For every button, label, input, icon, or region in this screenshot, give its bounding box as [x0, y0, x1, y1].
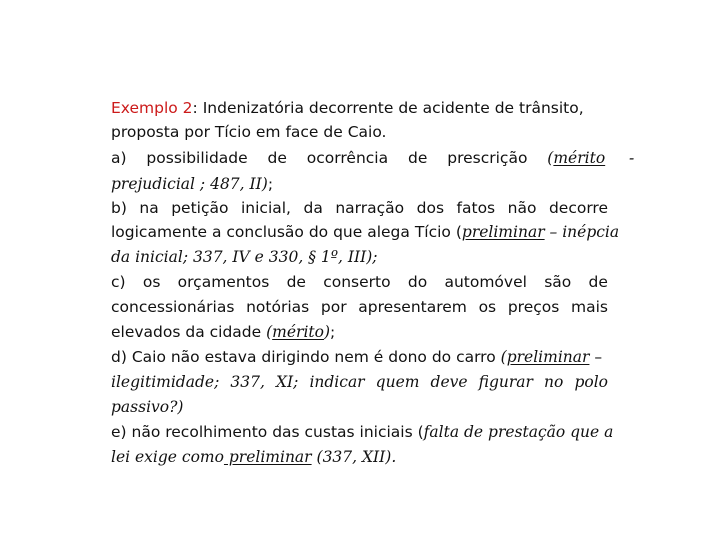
item-d-keyword: preliminar [506, 348, 590, 366]
item-a-word: possibilidade [146, 149, 248, 167]
example-label: Exemplo 2 [111, 99, 193, 117]
item-c-word: os [478, 298, 497, 316]
heading-colon: : [192, 99, 198, 117]
item-b-line-3 [111, 247, 378, 267]
item-c-line-1 [111, 272, 608, 292]
item-a-word: prescrição [447, 149, 528, 167]
item-c-word: c) [111, 273, 126, 291]
item-c-word: conserto [323, 273, 391, 291]
item-c-word: mais [571, 298, 608, 316]
item-c-keyword: mérito [272, 323, 324, 341]
item-b-text: logicamente a conclusão do que alega Tício ( [111, 223, 462, 241]
heading-line-2 [111, 122, 386, 142]
item-a-line-2 [111, 174, 273, 194]
item-d-text: d) Caio não estava dirigindo nem é dono do carro [111, 348, 501, 366]
item-c-word: de [588, 273, 608, 291]
item-c-paren-close: ) [323, 323, 331, 341]
item-e-italic: falta de prestação que a [423, 423, 614, 441]
item-d-continuation: passivo?) [111, 398, 184, 416]
item-d-word: deve [430, 373, 468, 391]
item-c-word: são [544, 273, 572, 291]
item-b-word: da [303, 199, 323, 217]
item-a-keyword: mérito [553, 149, 606, 167]
item-d-word: 337, [230, 373, 265, 391]
item-a-continuation: prejudicial ; 487, II) [111, 175, 268, 193]
item-c-line-3 [111, 322, 335, 342]
item-c-word: preços [507, 298, 560, 316]
item-d-dash: – [589, 348, 603, 366]
item-b-word: narração [335, 199, 405, 217]
item-a-word: ocorrência [306, 149, 389, 167]
item-c-word: de [286, 273, 306, 291]
item-b-line-2 [111, 222, 619, 242]
item-d-word: no [544, 373, 564, 391]
item-c-text: elevados da cidade [111, 323, 267, 341]
item-b-italic: – inépcia [544, 223, 620, 241]
item-c-word: automóvel [444, 273, 527, 291]
item-c-word: por [320, 298, 347, 316]
item-d-line-2 [111, 372, 608, 392]
item-c-word: os [142, 273, 161, 291]
item-a-letter: a) [111, 149, 127, 167]
item-b-word: não [507, 199, 537, 217]
item-c-tail: ; [330, 323, 336, 341]
item-b-word: dos [416, 199, 445, 217]
item-e-keyword: preliminar [223, 448, 312, 466]
item-a-word: de [407, 149, 428, 167]
item-c-word: do [407, 273, 428, 291]
item-b-word: decorre [548, 199, 608, 217]
item-a-tail: ; [267, 175, 274, 193]
item-d-word: XI; [275, 373, 299, 391]
item-a-line-1 [111, 148, 634, 168]
item-c-paren-open: ( [266, 323, 273, 341]
item-c-word: apresentarem [358, 298, 467, 316]
item-a-word: de [267, 149, 287, 167]
item-d-word: quem [375, 373, 420, 391]
item-d-paren: ( [500, 348, 507, 366]
item-d-line-1 [111, 347, 602, 367]
heading-text-2: proposta por Tício em face de Caio. [111, 123, 387, 141]
item-c-word: notórias [246, 298, 310, 316]
item-d-word: indicar [309, 373, 365, 391]
heading-text-1: Indenizatória decorrente de acidente de trânsito, [197, 99, 584, 117]
item-c-word: orçamentos [177, 273, 270, 291]
item-e-line-2 [111, 447, 396, 467]
item-b-word: petição [171, 199, 229, 217]
item-e-italic-2: lei exige como [111, 448, 224, 466]
item-d-line-3 [111, 397, 183, 417]
item-b-word: fatos [456, 199, 496, 217]
item-a-dash: - [629, 149, 635, 167]
item-b-word: inicial, [240, 199, 291, 217]
item-c-word: concessionárias [111, 298, 235, 316]
item-c-line-2 [111, 297, 608, 317]
item-b-line-1 [111, 198, 608, 218]
item-d-word: figurar [478, 373, 533, 391]
item-a-paren: ( [547, 149, 554, 167]
item-e-text: e) não recolhimento das custas iniciais ( [111, 423, 424, 441]
item-d-word: ilegitimidade; [111, 373, 220, 391]
item-b-continuation: da inicial; 337, IV e 330, § 1º, III); [111, 248, 378, 266]
item-b-word: na [139, 199, 159, 217]
item-d-word: polo [574, 373, 608, 391]
item-e-end: (337, XII). [311, 448, 397, 466]
heading-line-1 [111, 98, 584, 118]
item-b-keyword: preliminar [461, 223, 545, 241]
item-b-word: b) [111, 199, 127, 217]
item-e-line-1 [111, 422, 613, 442]
